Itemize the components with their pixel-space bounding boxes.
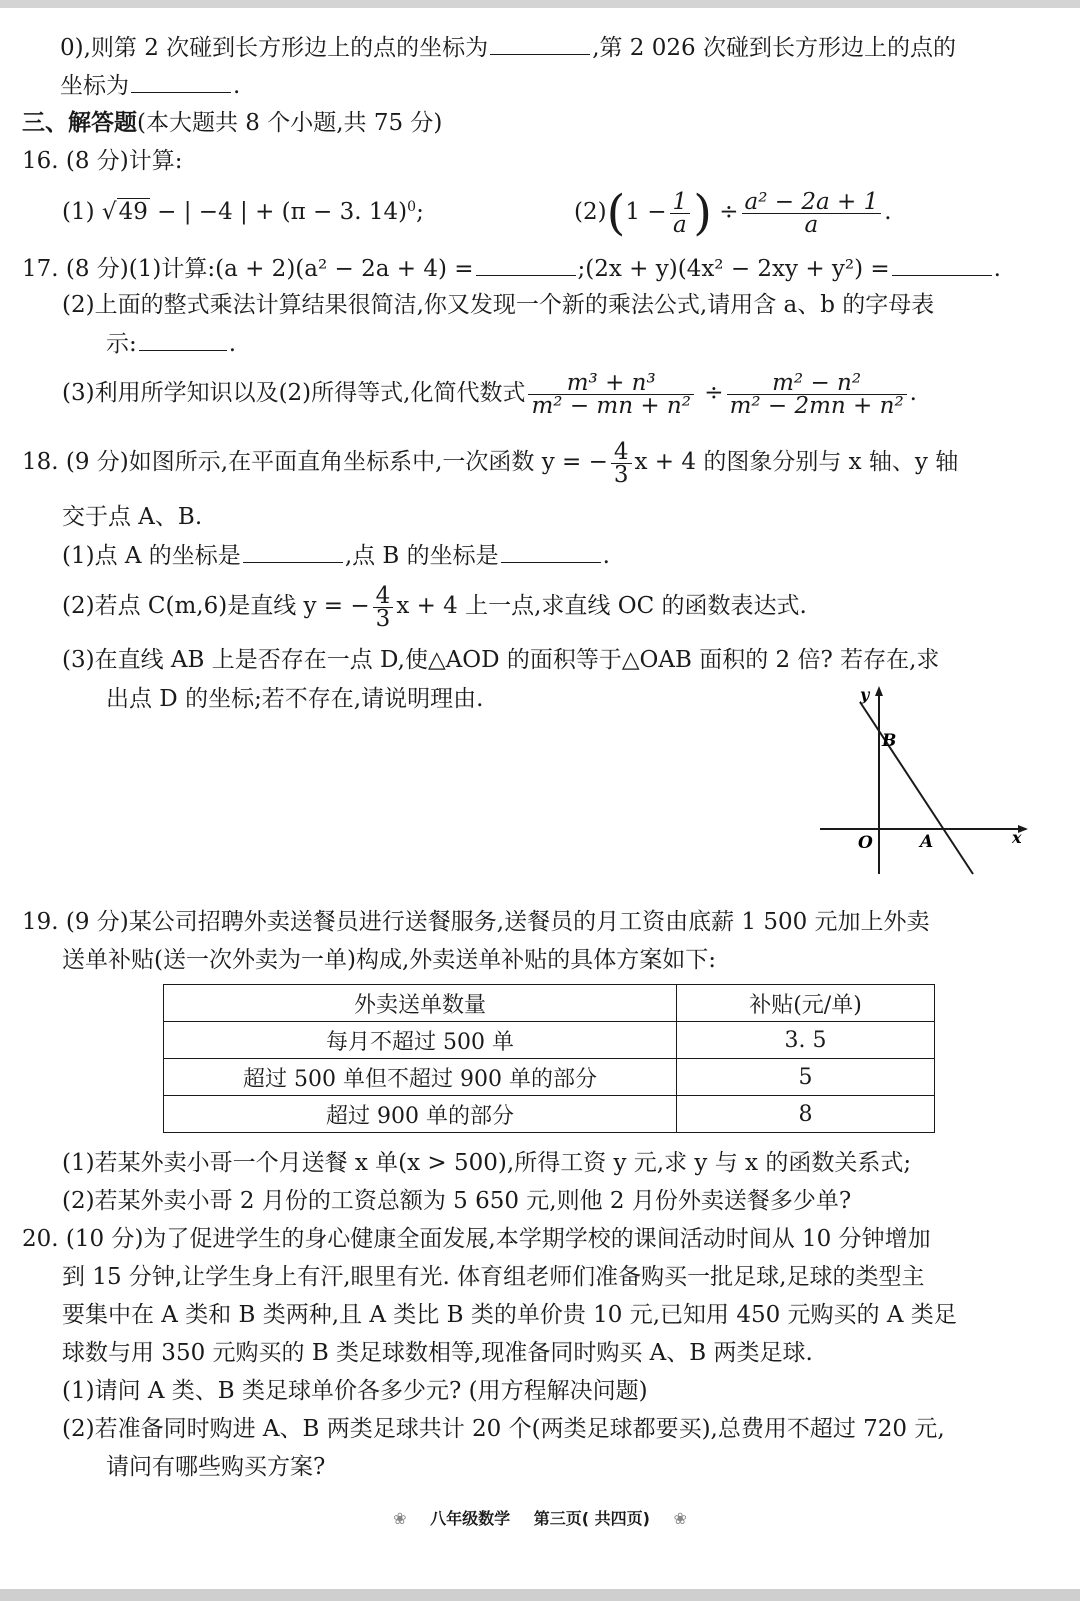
- flower-icon: ❀: [393, 1509, 407, 1528]
- table-header: 补贴(元/单): [677, 985, 935, 1022]
- q18-stem: 18. (9 分)如图所示,在平面直角坐标系中,一次函数 y = − $\frac{4}{3}$ x + 4 的图象分别与 x 轴、y 轴: [22, 438, 959, 488]
- table-row: [164, 1059, 935, 1096]
- point-b-label: B: [882, 731, 897, 751]
- answer-blank[interactable]: [490, 32, 590, 55]
- q18-part-2: (2)若点 C(m,6)是直线 y = − $\frac{4}{3}$ x + 4 上一点,求直线 OC 的函数表达式.: [62, 582, 807, 632]
- point-a-label: A: [920, 832, 934, 852]
- line-ab: [860, 702, 973, 874]
- q18-part-3: (3)在直线 AB 上是否存在一点 D,使△AOD 的面积等于△OAB 面积的 2 倍? 若存在,求: [62, 647, 940, 673]
- table-header-row: [164, 985, 935, 1022]
- q20-stem-cont-2: 要集中在 A 类和 B 类两种,且 A 类比 B 类的单价贵 10 元,已知用 450 元购买的 A 类足: [62, 1302, 957, 1328]
- table-header: 外卖送单数量: [164, 985, 677, 1022]
- coordinate-graph: [816, 678, 1036, 878]
- q19-stem-cont: 送单补贴(送一次外卖为一单)构成,外卖送单补贴的具体方案如下:: [62, 947, 717, 973]
- answer-blank[interactable]: [501, 540, 601, 563]
- q15-line-1: 0),则第 2 次碰到长方形边上的点的坐标为 ,第 2 026 次碰到长方形边上的点的: [60, 32, 956, 63]
- q17-part-2: (2)上面的整式乘法计算结果很简洁,你又发现一个新的乘法公式,请用含 a、b 的字母表: [62, 292, 935, 318]
- table-cell: 5: [677, 1059, 935, 1096]
- q17-part-1: 17. (8 分)(1)计算:(a + 2)(a² − 2a + 4) = ;(2x + y)(4x² − 2xy + y²) = .: [22, 253, 1001, 284]
- flower-icon: ❀: [673, 1509, 687, 1528]
- answer-blank[interactable]: [139, 328, 227, 351]
- top-border: [0, 0, 1080, 8]
- origin-label: O: [858, 833, 873, 853]
- table-cell: 超过 500 单但不超过 900 单的部分: [164, 1059, 677, 1096]
- answer-blank[interactable]: [131, 70, 231, 93]
- q20-part-2: (2)若准备同时购进 A、B 两类足球共计 20 个(两类足球都要买),总费用不超过 720 元,: [62, 1416, 945, 1442]
- y-axis-label: y: [860, 685, 870, 704]
- answer-blank[interactable]: [892, 253, 992, 276]
- q19-stem: 19. (9 分)某公司招聘外卖送餐员进行送餐服务,送餐员的月工资由底薪 1 500 元加上外卖: [22, 909, 930, 935]
- page-footer: [0, 1506, 1080, 1529]
- subsidy-table: [163, 984, 935, 1133]
- x-axis-label: x: [1012, 828, 1022, 847]
- bottom-border: [0, 1589, 1080, 1601]
- table-cell: 3. 5: [677, 1022, 935, 1059]
- table-row: [164, 1022, 935, 1059]
- table-row: [164, 1096, 935, 1133]
- q18-stem-cont: 交于点 A、B.: [62, 504, 203, 530]
- q16-part-2: (2)(1 − $\frac{1}{a}$ ) ÷ $\frac{\text{a² − 2a + 1}}{a}$ .: [574, 185, 892, 241]
- table-cell: 超过 900 单的部分: [164, 1096, 677, 1133]
- q20-part-2-cont: 请问有哪些购买方案?: [106, 1454, 326, 1480]
- q17-part-3: (3)利用所学知识以及(2)所得等式,化简代数式 $\frac{\text{m³ + n³}}{\text{m² − mn + n²}}$ ÷ $\frac{\text{m² − n²}}{\text{m² − 2mn + n²}}$ .: [62, 369, 917, 419]
- footer-subject: 八年级数学: [430, 1509, 511, 1528]
- section-heading: 三、解答题(本大题共 8 个小题,共 75 分): [22, 109, 443, 136]
- footer-page: 第三页( 共四页): [533, 1509, 650, 1528]
- q16-stem: 16. (8 分)计算:: [22, 148, 183, 174]
- q15-line-2: 坐标为 .: [60, 70, 240, 101]
- answer-blank[interactable]: [476, 253, 576, 276]
- y-axis-arrow: [875, 686, 883, 696]
- q20-stem-cont-1: 到 15 分钟,让学生身上有汗,眼里有光. 体育组老师们准备购买一批足球,足球的类型主: [62, 1264, 925, 1290]
- q20-stem-cont-3: 球数与用 350 元购买的 B 类足球数相等,现准备同时购买 A、B 两类足球.: [62, 1340, 813, 1366]
- q17-part-2-cont: 示: .: [106, 328, 236, 359]
- answer-blank[interactable]: [243, 540, 343, 563]
- table-cell: 每月不超过 500 单: [164, 1022, 677, 1059]
- q19-part-2: (2)若某外卖小哥 2 月份的工资总额为 5 650 元,则他 2 月份外卖送餐多少单?: [62, 1188, 852, 1214]
- table-cell: 8: [677, 1096, 935, 1133]
- q16-part-1: (1) √49 − | −4 | + (π − 3. 14)$^0$;: [62, 199, 424, 225]
- q19-part-1: (1)若某外卖小哥一个月送餐 x 单(x > 500),所得工资 y 元,求 y 与 x 的函数关系式;: [62, 1150, 912, 1176]
- q18-part-1: (1)点 A 的坐标是 ,点 B 的坐标是 .: [62, 540, 610, 571]
- q20-part-1: (1)请问 A 类、B 类足球单价各多少元? (用方程解决问题): [62, 1378, 648, 1404]
- q18-part-3-cont: 出点 D 的坐标;若不存在,请说明理由.: [106, 686, 484, 712]
- q20-stem: 20. (10 分)为了促进学生的身心健康全面发展,本学期学校的课间活动时间从 10 分钟增加: [22, 1226, 931, 1252]
